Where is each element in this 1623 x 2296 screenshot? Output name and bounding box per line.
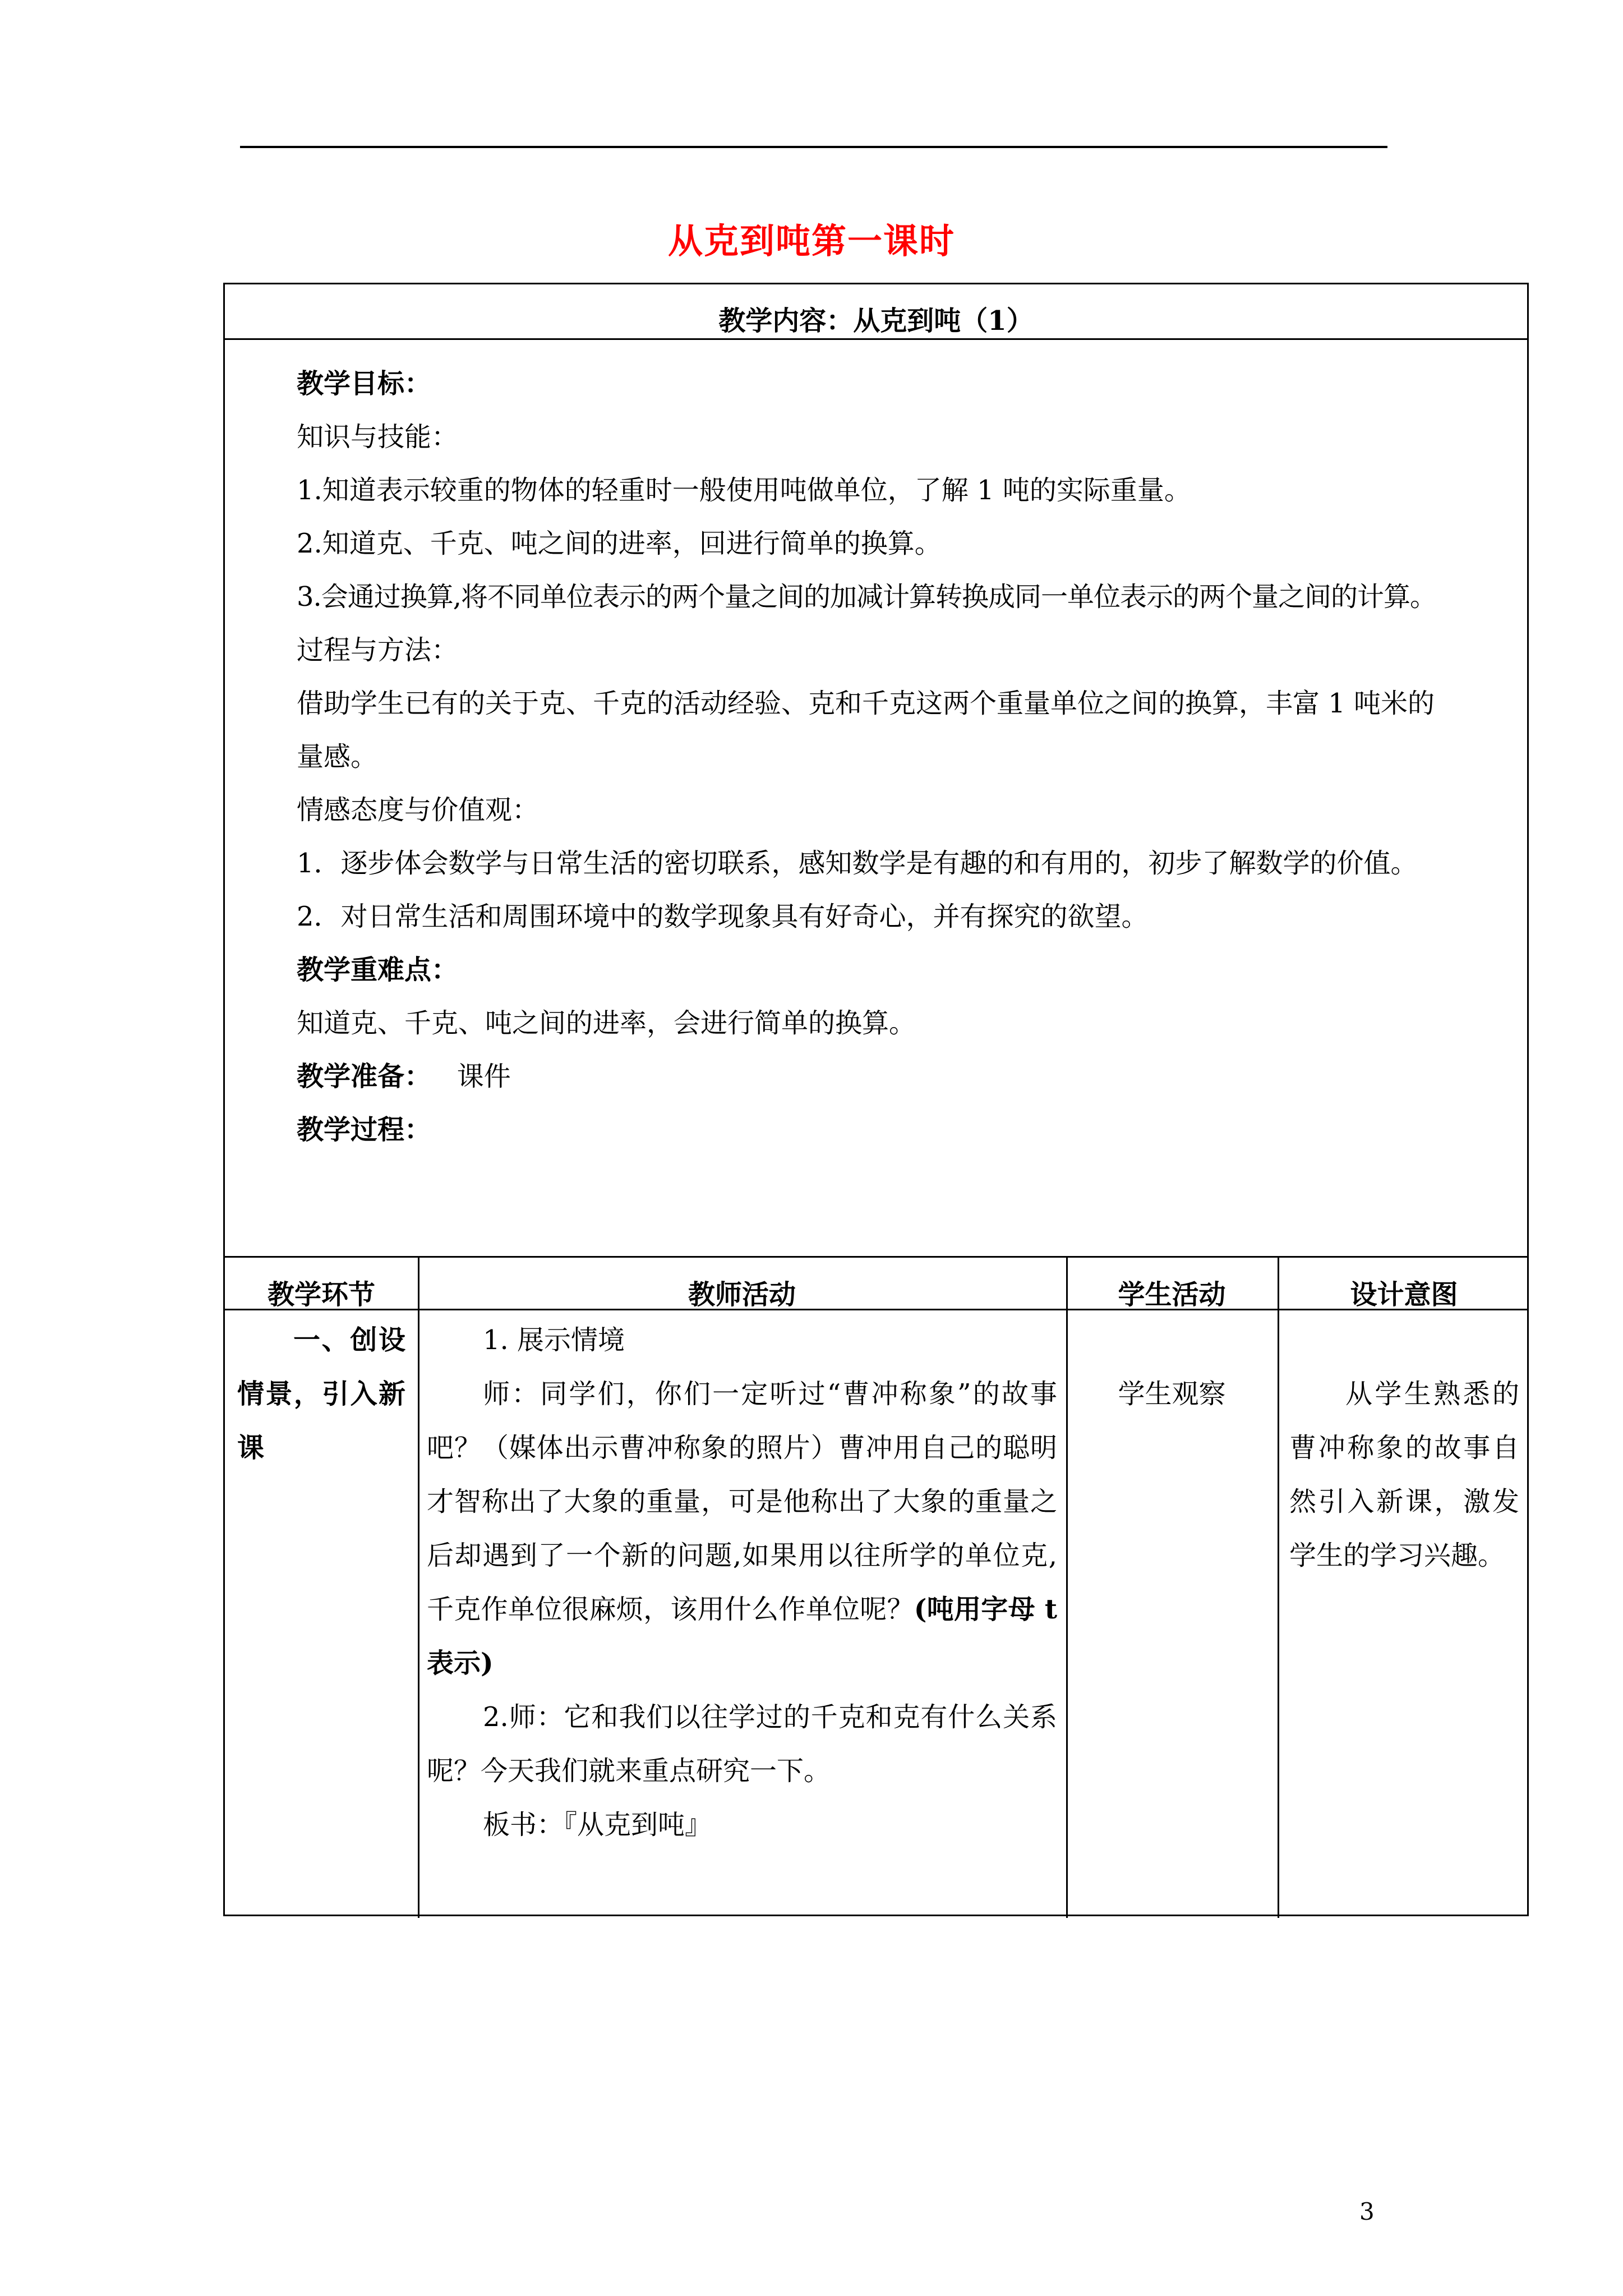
teacher-step-1-note: (吨用字母 t 表示) — [427, 1594, 1057, 1679]
design-intent-cell: 从学生熟悉的曹冲称象的故事自然引入新课，激发学生的学习兴趣。 — [1289, 1378, 1519, 1571]
knowledge-item: 3.会通过换算,将不同单位表示的两个量之间的加减计算转换成同一单位表示的两个量之间的计算。 — [297, 581, 1437, 613]
key-points-heading: 教学重难点： — [297, 954, 459, 986]
column-divider — [1066, 1256, 1068, 1918]
stage-cell: 一、创设情景，引入新课 — [237, 1324, 405, 1464]
teacher-step-1: 1. 展示情境 — [483, 1324, 625, 1356]
board-writing: 板书：『从克到吨』 — [483, 1809, 712, 1841]
process-text: 借助学生已有的关于克、千克的活动经验、克和千克这两个重量单位之间的换算，丰富 1 吨米的量感。 — [297, 688, 1435, 772]
key-points-text: 知道克、千克、吨之间的进率，会进行简单的换算。 — [297, 1007, 916, 1039]
column-header-stage: 教学环节 — [267, 1279, 375, 1310]
preparation-heading: 教学准备： — [297, 1061, 432, 1092]
emotion-heading: 情感态度与价值观： — [297, 794, 540, 826]
page-number: 3 — [1359, 2198, 1375, 2225]
teaching-content-header: 教学内容：从克到吨（1） — [718, 305, 1034, 337]
table-header-top-rule — [225, 1256, 1527, 1258]
document-title: 从克到吨第一课时 — [667, 220, 955, 261]
column-divider — [418, 1256, 419, 1918]
emotion-item: 1．逐步体会数学与日常生活的密切联系，感知数学是有趣的和有用的，初步了解数学的价值。 — [297, 848, 1418, 879]
teacher-activity-cell — [427, 1313, 1057, 1852]
header-rule — [240, 146, 1387, 148]
column-header-student: 学生活动 — [1118, 1279, 1226, 1310]
knowledge-item: 1.知道表示较重的物体的轻重时一般使用吨做单位，了解 1 吨的实际重量。 — [297, 475, 1191, 506]
student-activity-cell: 学生观察 — [1118, 1378, 1226, 1410]
goals-heading: 教学目标： — [297, 368, 432, 399]
header-divider — [225, 338, 1527, 340]
teacher-step-1-text: 师：同学们，你们一定听过“曹冲称象”的故事吧？（媒体出示曹冲称象的照片）曹冲用自己的聪明才智称出了大象的重量，可是他称出了大象的重量之后却遇到了一个新的问题,如果用以往所学的单位克,千克作单位很麻烦，该用什么作单位呢？ — [427, 1378, 1057, 1625]
teaching-process-heading: 教学过程： — [297, 1114, 432, 1145]
knowledge-heading: 知识与技能： — [297, 421, 459, 453]
emotion-item: 2．对日常生活和周围环境中的数学现象具有好奇心，并有探究的欲望。 — [297, 901, 1149, 932]
column-divider — [1278, 1256, 1279, 1918]
lesson-plan-table — [223, 283, 1529, 1916]
knowledge-item: 2.知道克、千克、吨之间的进率，回进行简单的换算。 — [297, 528, 942, 559]
column-header-intent: 设计意图 — [1350, 1279, 1458, 1310]
preparation-text: 课件 — [457, 1061, 511, 1092]
process-heading: 过程与方法： — [297, 634, 459, 666]
teaching-goals-section — [297, 357, 1519, 1157]
teacher-step-2: 2.师：它和我们以往学过的千克和克有什么关系呢？今天我们就来重点研究一下。 — [427, 1701, 1057, 1787]
column-header-teacher: 教师活动 — [688, 1279, 796, 1310]
